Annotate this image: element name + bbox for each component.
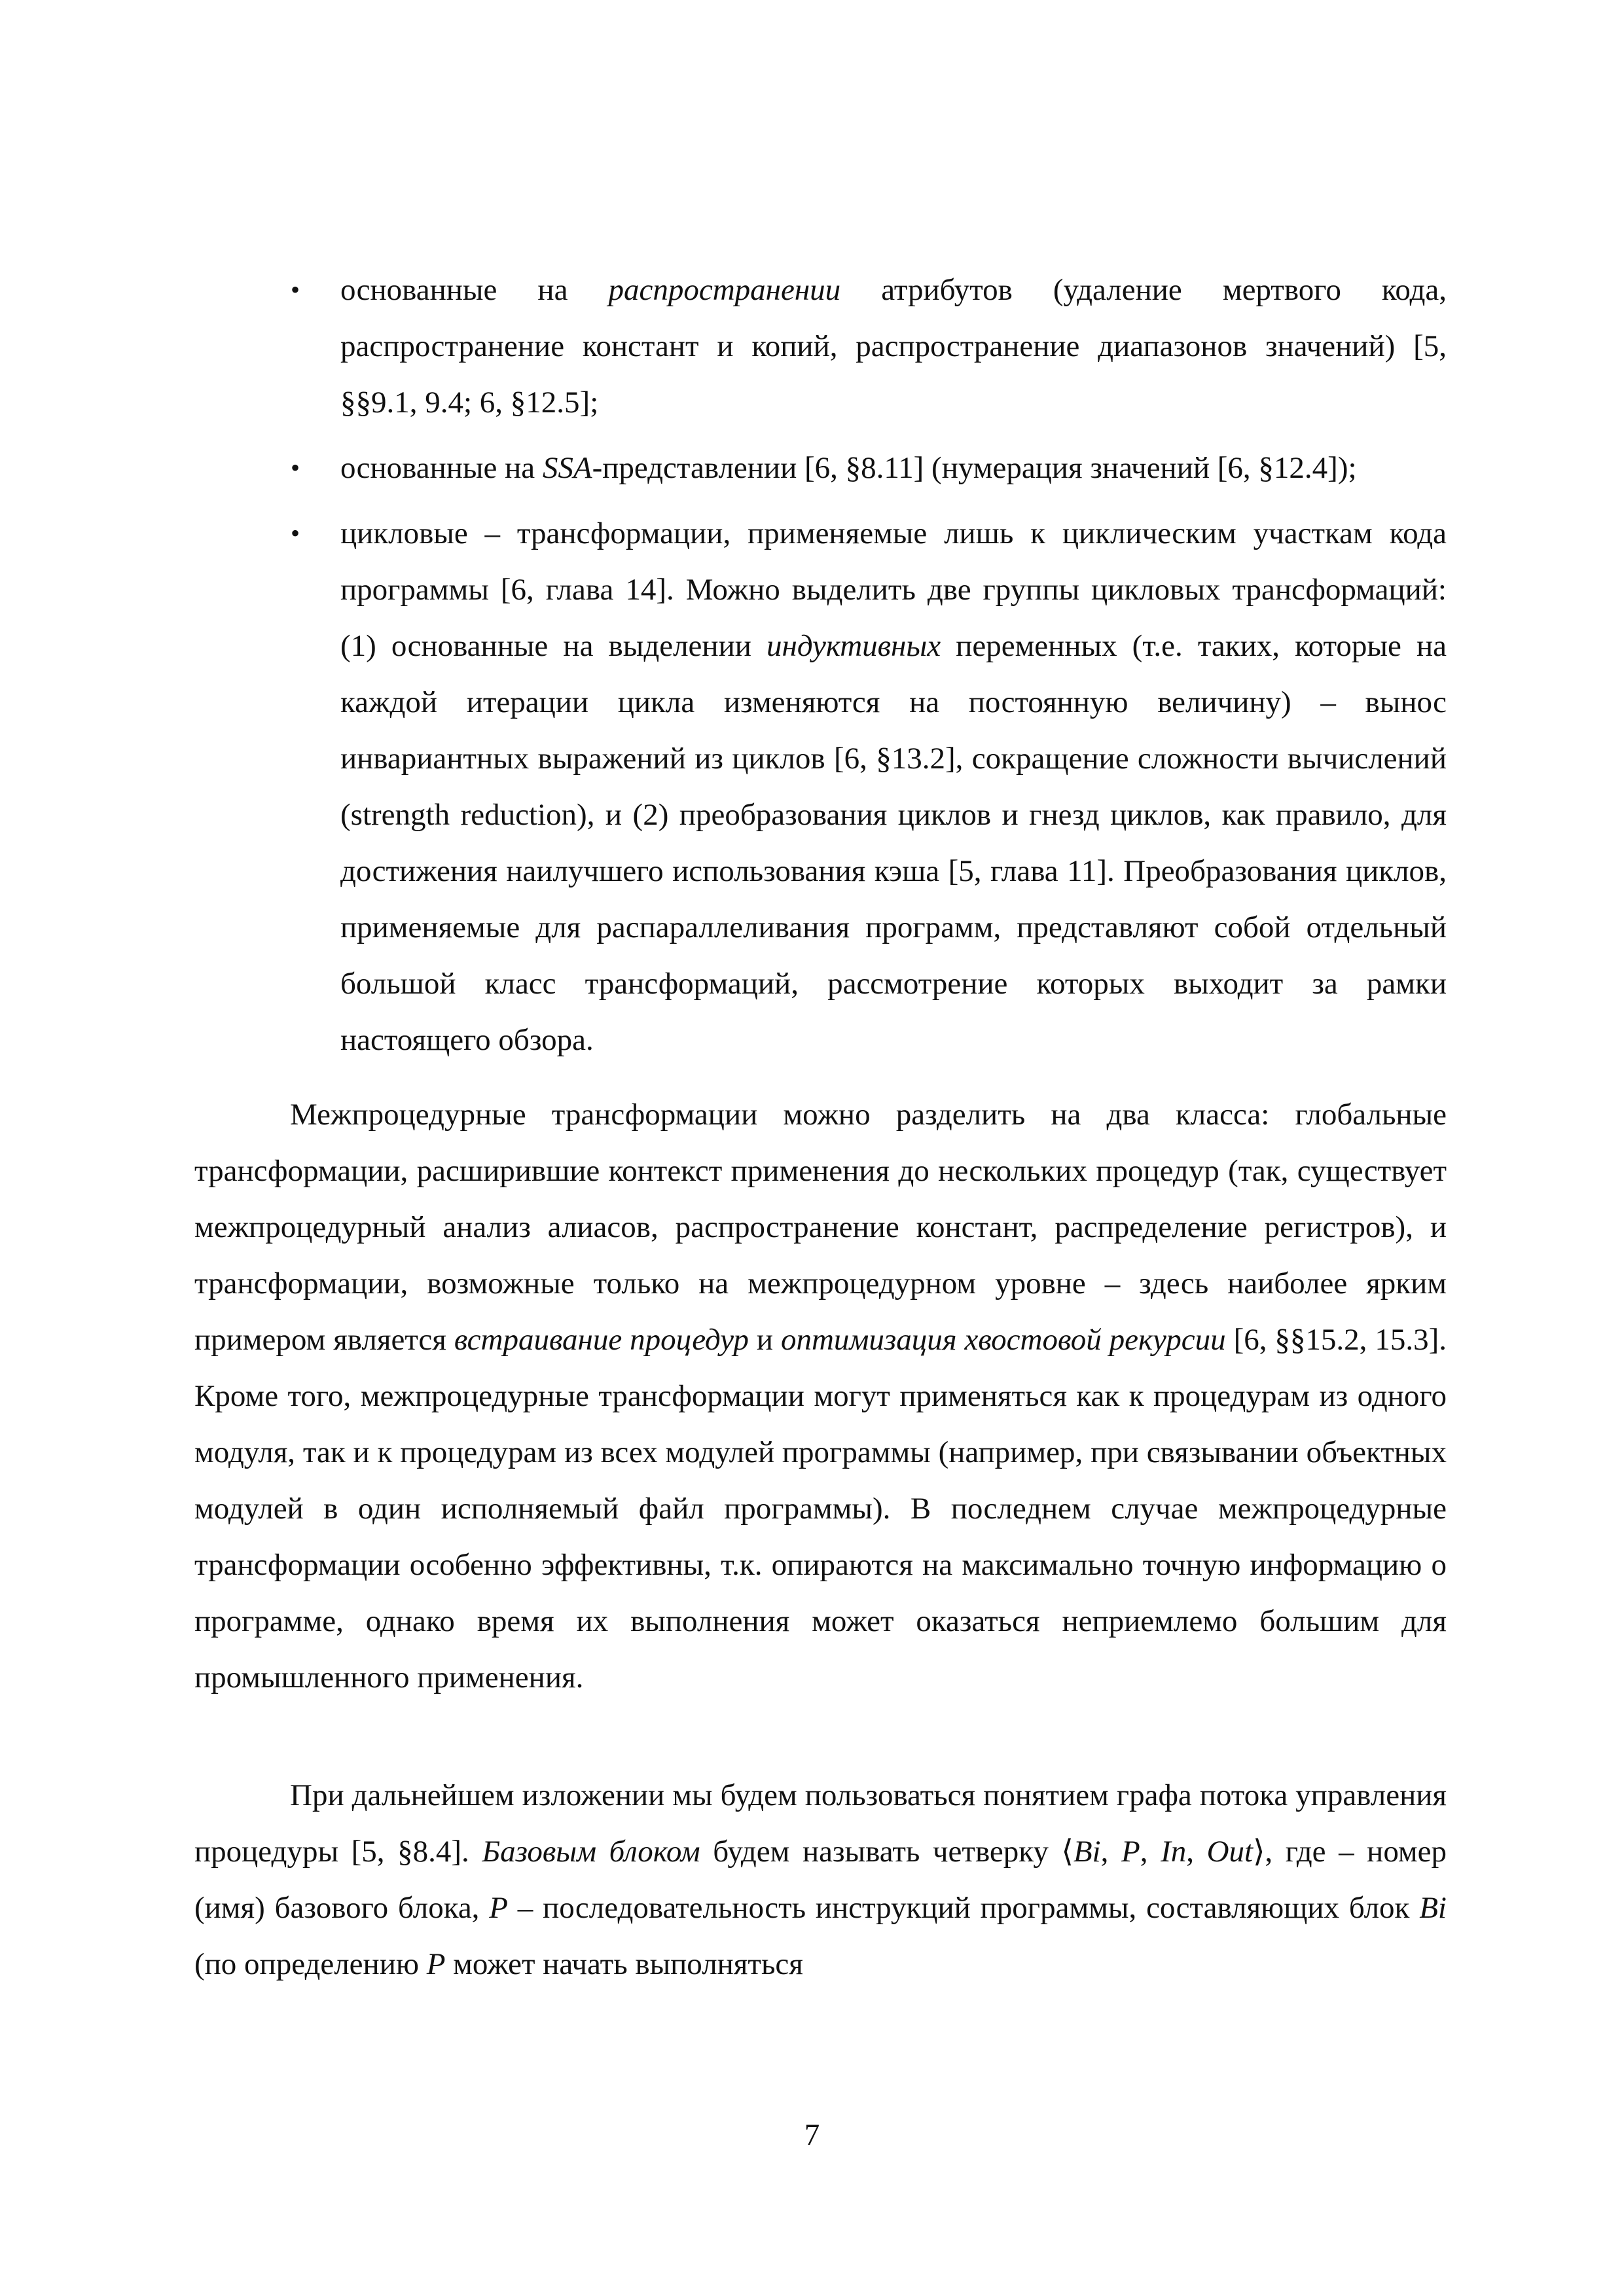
paragraph-text: ⟩, где – номер (имя) базового блока, (194, 1835, 1447, 1925)
math-symbol: P (426, 1947, 446, 1981)
emphasis-term: встраивание процедур (454, 1323, 749, 1357)
bullet-icon: • (291, 518, 300, 548)
page-number: 7 (804, 2118, 820, 2152)
bullet-text: атрибутов (удаление мертвого кода, распространение констант и копий, распространение диапазонов значений) [5, §§9.1, 9.4; 6, §12.5]; (340, 273, 1447, 420)
bullet-text: основанные на (340, 273, 609, 307)
paragraph-text: Межпроцедурные трансформации можно разделить на два класса: глобальные трансформации, расширившие контекст применения до нескольких процедур (так, существует межпроцедурный анализ алиасов, распространение констант, распределение регистров), и трансформации, возможные только на межпроцедурном уровне – здесь наиболее ярким примером является (194, 1098, 1447, 1357)
bullet-item-loops (281, 505, 1447, 1068)
emphasis-term: распространении (608, 273, 841, 307)
bullet-icon: • (291, 275, 300, 304)
paragraph-text: [6, §§15.2, 15.3]. Кроме того, межпроцедурные трансформации могут применяться как к процедурам из одного модуля, так и к процедурам из всех модулей программы (например, при связывании объектных модулей в один исполняемый файл программы). В последнем случае межпроцедурные трансформации особенно эффективны, т.к. опираются на максимально точную информацию о программе, однако время их выполнения может оказаться неприемлемо большим для промышленного применения. (194, 1323, 1447, 1695)
bullet-item-ssa (281, 440, 1447, 496)
paragraph-text: , (1186, 1835, 1207, 1869)
math-symbol: Bi (1073, 1835, 1101, 1869)
paragraph-text: будем называть четверку ⟨ (700, 1835, 1074, 1869)
emphasis-term: Базовым блоком (482, 1835, 700, 1869)
paragraph-interprocedural (194, 1086, 1447, 1706)
math-symbol: P (1121, 1835, 1140, 1869)
math-symbol: P (489, 1891, 508, 1925)
paragraph-text: , (1100, 1835, 1121, 1869)
paragraph-text: и (748, 1323, 781, 1357)
math-symbol: Bi (1419, 1891, 1447, 1925)
paragraph-text: (по определению (194, 1947, 427, 1981)
math-symbol: Out (1206, 1835, 1254, 1869)
paragraph-text: – последовательность инструкций программы, составляющих блок (507, 1891, 1420, 1925)
bullet-text: -представлении [6, §8.11] (нумерация значений [6, §12.4]); (592, 451, 1357, 485)
bullet-text: основанные на (340, 451, 543, 485)
paragraph-text: может начать выполняться (445, 1947, 803, 1981)
bullet-icon: • (291, 453, 300, 482)
bullet-text: переменных (т.е. таких, которые на каждой итерации цикла изменяются на постоянную величину) – вынос инвариантных выражений из циклов [6, §13.2], сокращение сложности вычислений (strength reduction), и (2) преобразования циклов и гнезд циклов, как правило, для достижения наилучшего использования кэша [5, глава 11]. Преобразования циклов, применяемые для распараллеливания программ, представляют собой отдельный большой класс трансформаций, рассмотрение которых выходит за рамки настоящего обзора. (340, 629, 1447, 1057)
paragraph-text: , (1140, 1835, 1161, 1869)
bullet-text: цикловые – трансформации, применяемые лишь к циклическим участкам кода программы [6, глава 14]. Можно выделить две группы цикловых трансформаций: (1) основанные на выделении (340, 516, 1447, 663)
math-symbol: In (1161, 1835, 1187, 1869)
emphasis-term: индуктивных (767, 629, 941, 663)
emphasis-term: оптимизация хвостовой рекурсии (780, 1323, 1226, 1357)
emphasis-term: SSA (542, 451, 592, 485)
bullet-item-propagation (281, 262, 1447, 431)
paragraph-text: При дальнейшем изложении мы будем пользоваться понятием графа потока управления процедуры [5, §8.4]. (194, 1778, 1447, 1869)
bullet-list (281, 262, 1447, 1077)
paragraph-control-flow (194, 1767, 1447, 1992)
